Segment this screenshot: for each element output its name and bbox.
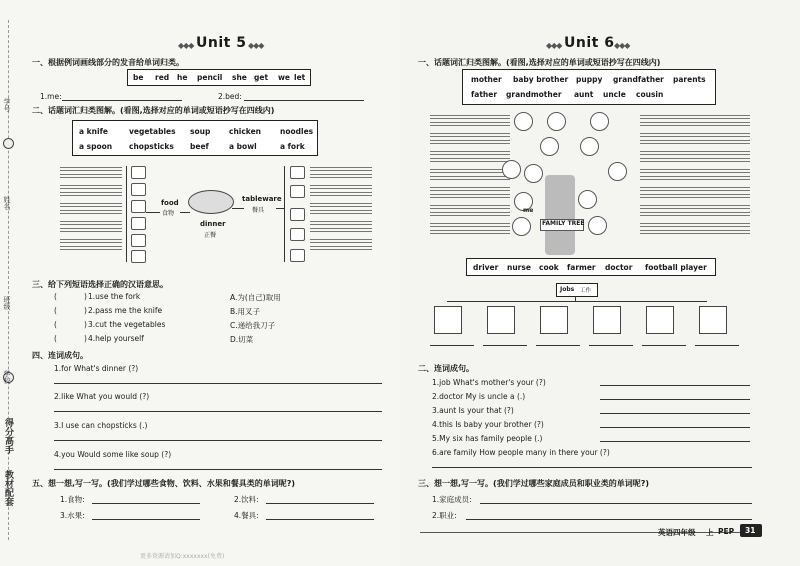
tree-trunk <box>545 175 575 255</box>
section-heading: 二、话题词汇归类图解。(看图,选择对应的单词或短语抄写在四线内) <box>32 106 275 115</box>
word: parents <box>673 75 706 84</box>
word: red <box>155 73 170 82</box>
parent-face <box>540 137 559 156</box>
dinner-label: dinner <box>200 220 226 228</box>
section-heading: 三、想一想,写一写。(我们学过哪些家庭成员和职业类的单词呢?) <box>418 479 649 488</box>
section-heading: 四、连词成句。 <box>32 351 88 360</box>
section-heading: 二、连词成句。 <box>418 364 474 373</box>
sentence-item: 3.aunt Is your that (?) <box>432 406 514 415</box>
category-label: 1.食物: <box>60 495 85 504</box>
option: A.为(自己)取用 <box>230 293 281 302</box>
word: we <box>278 73 291 82</box>
word: doctor <box>605 263 633 272</box>
family-tree-label: FAMILY TREE <box>542 220 585 227</box>
answer-line[interactable] <box>536 345 580 346</box>
answer-bracket[interactable]: ( <box>54 334 57 343</box>
chopsticks-icon <box>290 249 305 262</box>
option: B.用叉子 <box>230 307 261 316</box>
vegetables-icon <box>131 234 146 247</box>
fork-icon <box>290 228 305 241</box>
answer-bracket[interactable]: ( <box>54 292 57 301</box>
grandmother-face <box>514 112 533 131</box>
brand-label-2: 教材配套 <box>3 470 13 506</box>
me-label: me <box>523 207 534 214</box>
writing-lines[interactable] <box>640 112 750 238</box>
word: get <box>254 73 269 82</box>
word: uncle <box>603 90 626 99</box>
unit-title: Unit 5 <box>196 35 247 51</box>
answer-line[interactable] <box>600 385 750 386</box>
farmer-image <box>593 306 621 334</box>
answer-label: 2.bed: <box>218 92 242 101</box>
word: nurse <box>507 263 531 272</box>
word: beef <box>190 142 209 151</box>
word: aunt <box>574 90 594 99</box>
puppy-face <box>588 216 607 235</box>
word: father <box>471 90 498 99</box>
answer-line[interactable] <box>600 427 750 428</box>
binding-hole <box>3 138 14 149</box>
knife-icon <box>290 185 305 198</box>
answer-line[interactable] <box>244 100 364 101</box>
word: grandfather <box>613 75 664 84</box>
father-face <box>524 164 543 183</box>
word-box <box>127 69 311 86</box>
answer-line[interactable] <box>54 469 382 470</box>
answer-line[interactable] <box>266 503 374 504</box>
word: a bowl <box>229 142 257 151</box>
footer-note: 更多资源请加Q:xxxxxxx(免费) <box>140 553 225 560</box>
sentence-item: 3.I use can chopsticks (.) <box>54 421 148 430</box>
writing-lines[interactable] <box>430 112 510 238</box>
category-label: 3.水果: <box>60 511 85 520</box>
answer-line[interactable] <box>54 383 382 384</box>
word: a knife <box>79 127 108 136</box>
word: farmer <box>567 263 596 272</box>
grandfather-face <box>547 112 566 131</box>
chicken-icon <box>131 200 146 213</box>
jobs-label-cn: 工作 <box>580 288 592 294</box>
beef-icon <box>131 217 146 230</box>
doctor-image <box>646 306 674 334</box>
rice-icon <box>131 250 146 263</box>
footer-book: 英语四年级 <box>658 528 696 537</box>
sentence-item: 1.job What's mother's your (?) <box>432 378 546 387</box>
writing-lines[interactable] <box>310 164 372 254</box>
category-label: 2.职业: <box>432 511 457 520</box>
answer-line[interactable] <box>695 345 739 346</box>
dinner-label-cn: 正餐 <box>204 232 217 239</box>
word: noodles <box>280 127 314 136</box>
sentence-item: 4.you Would some like soup (?) <box>54 450 172 459</box>
option: C.递给我刀子 <box>230 321 276 330</box>
category-label: 1.家庭成员: <box>432 495 472 504</box>
word: driver <box>473 263 499 272</box>
word: cook <box>539 263 559 272</box>
answer-bracket[interactable]: ( <box>54 320 57 329</box>
nurse-image <box>487 306 515 334</box>
phrase: 2.pass me the knife <box>88 306 163 315</box>
word: a spoon <box>79 142 113 151</box>
school-label: 学校 <box>3 370 11 384</box>
left-page: 学号 姓名 班级 学校 得分高手 教材配套 ◆◆◆ Unit 5 ◆◆◆ 一、根据例词画线部分的发音给单词归类。 be red he pencil she get we let 1.me: 2.bed: 二、话题词汇归类图解。(看图,选择对应的单词或短语抄写在四线内) a knife vegetables soup chicken noodles a spoon chopsticks beef a bowl a fork food 食物 dinner 正餐 tableware 餐具 三、给下列短语选择正确的汉语意思。 ( ) 1.use the fork A.为(自己)取用 ( ) 2.pass me the knife B.用叉子 ( ) 3.cut the vegetables C.递给我刀子 ( ) 4.help yourself D.切菜 四、连词成句。 1.for What's dinner (?) 2.like What you would (?) 3.I use can chopsticks (.) 4.you Would some like soup (?) 五、想一想,写一写。(我们学过哪些食物、饮料、水果和餐具类的单词呢?) 1.食物: 2.饮料: 3.水果: 4.餐具: 更多资源请加Q:xxxxxxx(免费) <box>0 0 400 566</box>
binding-strip <box>0 0 22 566</box>
driver-image <box>434 306 462 334</box>
word: vegetables <box>129 127 176 136</box>
answer-label: 1.me: <box>40 92 62 101</box>
word: grandmother <box>506 90 562 99</box>
answer-line[interactable] <box>480 503 752 504</box>
answer-line[interactable] <box>600 441 750 442</box>
word: cousin <box>636 90 664 99</box>
sentence-item: 6.are family How people many in there your (?) <box>432 448 610 457</box>
word: baby brother <box>513 75 569 84</box>
section-heading: 一、话题词汇归类图解。(看图,选择对应的单词或短语抄写在四线内) <box>418 58 661 67</box>
sentence-item: 2.like What you would (?) <box>54 392 150 401</box>
word: puppy <box>576 75 603 84</box>
sentence-item: 2.doctor My is uncle a (.) <box>432 392 526 401</box>
word: football player <box>645 263 707 272</box>
category-label: 2.饮料: <box>234 495 259 504</box>
answer-line[interactable] <box>600 399 750 400</box>
food-label-cn: 食物 <box>162 210 175 217</box>
baby-brother-face <box>512 217 531 236</box>
answer-bracket[interactable]: ( <box>54 306 57 315</box>
sentence-item: 5.My six has family people (.) <box>432 434 543 443</box>
section-heading: 三、给下列短语选择正确的汉语意思。 <box>32 280 168 289</box>
category-label: 4.餐具: <box>234 511 259 520</box>
spoon-icon <box>290 208 305 221</box>
option: D.切菜 <box>230 335 254 344</box>
right-page: ◆◆◆ Unit 6 ◆◆◆ 一、话题词汇归类图解。(看图,选择对应的单词或短语抄写在四线内) mother baby brother puppy grandfather parents father grandmother aunt uncle cousin me FAMILY TREE driver nurse cook farmer doctor football player Jobs 工作 二、连词成句。 1.job What's mother's your (?) 2.doctor My is uncle a (.) 3.aunt Is your that (?) 4.this Is baby your brother (?) 5.My six has family people (.) 6.are family How people many in there your (?) 三、想一想,写一写。(我们学过哪些家庭成员和职业类的单词呢?) 1.家庭成员: 2.职业: 英语四年级 上 PEP 31 <box>400 0 800 566</box>
football-player-image <box>699 306 727 334</box>
footer-edition: PEP <box>718 527 735 536</box>
answer-line[interactable] <box>642 345 686 346</box>
phrase: 4.help yourself <box>88 334 144 343</box>
jobs-word-box <box>466 258 716 276</box>
word-box <box>462 69 716 105</box>
class-label: 班级 <box>3 296 11 310</box>
word: chicken <box>229 127 262 136</box>
word: soup <box>190 127 211 136</box>
answer-line[interactable] <box>430 345 474 346</box>
cousin-face <box>608 162 627 181</box>
noodles-icon <box>131 166 146 179</box>
writing-lines[interactable] <box>60 164 122 254</box>
answer-line[interactable] <box>483 345 527 346</box>
word: let <box>294 73 306 82</box>
answer-line[interactable] <box>432 467 752 468</box>
answer-line[interactable] <box>466 519 752 520</box>
cook-image <box>540 306 568 334</box>
aunt-face <box>580 137 599 156</box>
word: be <box>133 73 144 82</box>
answer-line[interactable] <box>92 503 200 504</box>
word-box <box>72 120 318 156</box>
brand-label: 得分高手 <box>3 418 13 454</box>
unit-title: Unit 6 <box>564 35 615 51</box>
mother-face <box>578 190 597 209</box>
food-label: food <box>161 199 179 207</box>
answer-line[interactable] <box>266 519 374 520</box>
page-number: 31 <box>745 526 756 535</box>
answer-line[interactable] <box>589 345 633 346</box>
grandparent-face <box>590 112 609 131</box>
name-label: 姓名 <box>3 196 11 210</box>
footer-term: 上 <box>706 528 714 537</box>
answer-line[interactable] <box>54 440 382 441</box>
word: a fork <box>280 142 305 151</box>
answer-line[interactable] <box>62 100 182 101</box>
answer-line[interactable] <box>54 411 382 412</box>
word: pencil <box>197 73 223 82</box>
phrase: 3.cut the vegetables <box>88 320 166 329</box>
sentence-item: 4.this Is baby your brother (?) <box>432 420 544 429</box>
section-heading: 五、想一想,写一写。(我们学过哪些食物、饮料、水果和餐具类的单词呢?) <box>32 479 295 488</box>
dinner-table-icon <box>188 190 234 214</box>
word: she <box>232 73 247 82</box>
phrase: 1.use the fork <box>88 292 141 301</box>
word: chopsticks <box>129 142 174 151</box>
answer-line[interactable] <box>92 519 200 520</box>
answer-line[interactable] <box>600 413 750 414</box>
section-heading: 一、根据例词画线部分的发音给单词归类。 <box>32 58 184 67</box>
student-number-label: 学号 <box>3 98 11 112</box>
tableware-label: tableware <box>242 195 282 203</box>
jobs-label: Jobs <box>560 286 575 293</box>
uncle-face <box>502 160 521 179</box>
bowl-icon <box>290 166 305 179</box>
word: mother <box>471 75 502 84</box>
tableware-label-cn: 餐具 <box>252 207 265 214</box>
sentence-item: 1.for What's dinner (?) <box>54 364 139 373</box>
word: he <box>177 73 188 82</box>
soup-icon <box>131 183 146 196</box>
